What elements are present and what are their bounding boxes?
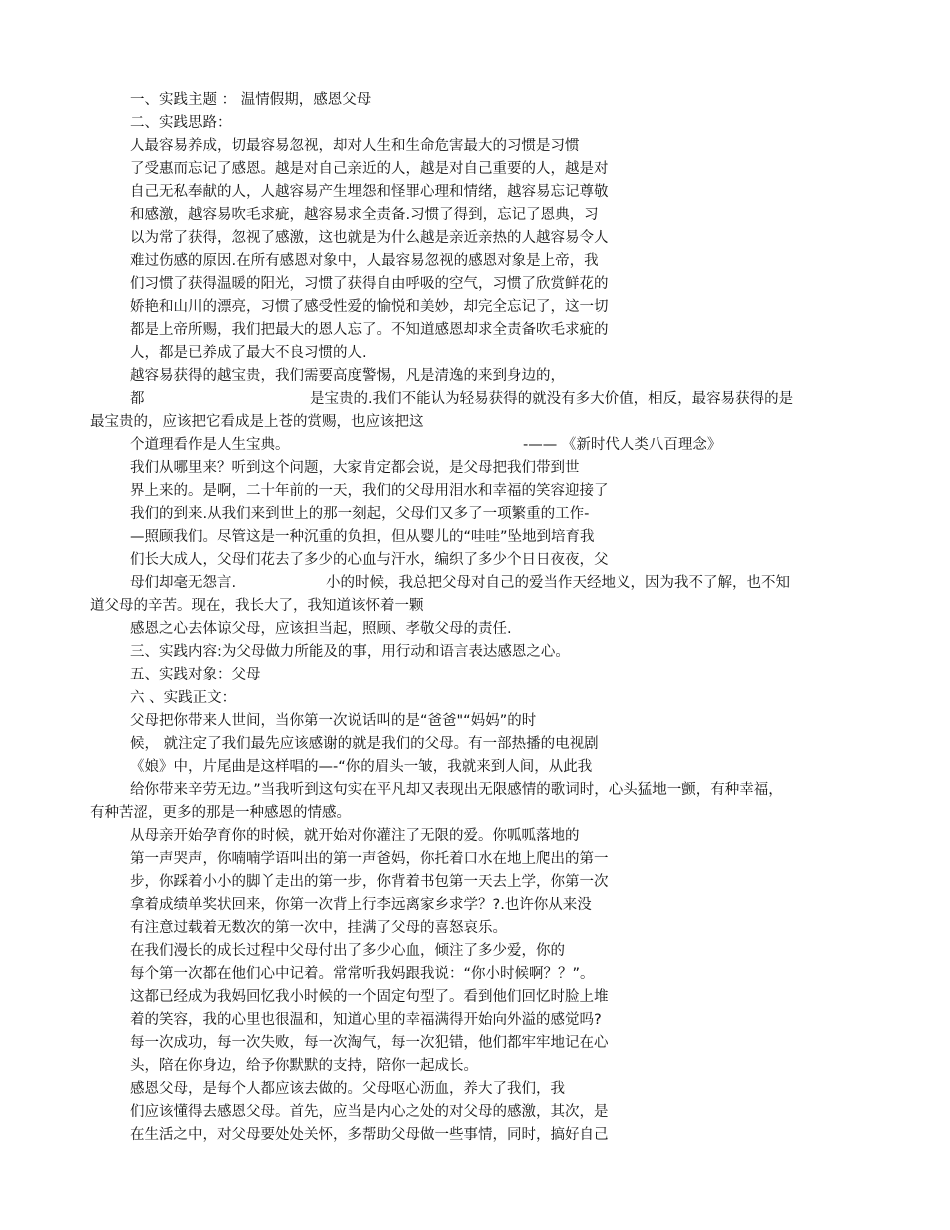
text-line: 母们却毫无怨言. [130, 575, 237, 591]
text-line: 了受惠而忘记了感恩。越是对自己亲近的人，越是对自己重要的人，越是对 [130, 161, 609, 177]
text-line: 步，你踩着小小的脚丫走出的第一步，你背着书包第一天去上学，你第一次 [130, 874, 609, 890]
text-line: 给你带来辛劳无边。”当我听到这句实在平凡却又表现出无限感情的歌词时，心头猛地一颤，有种幸福， [130, 782, 783, 798]
text-line: 在生活之中，对父母要处处关怀，多帮助父母做一些事情，同时，搞好自己 [130, 1127, 609, 1143]
text-line: 越容易获得的越宝贵，我们需要高度警惕，凡是清逸的来到身边的， [130, 368, 565, 384]
text-line: 都是上帝所赐，我们把最大的恩人忘了。不知道感恩却求全责备吹毛求疵的 [130, 322, 609, 338]
text-line: 在我们漫长的成长过程中父母付出了多少心血，倾注了多少爱，你的 [130, 943, 565, 959]
text-line: 们应该懂得去感恩父母。首先，应当是内心之处的对父母的感激，其次，是 [130, 1104, 609, 1120]
text-line: 这都已经成为我妈回忆我小时候的一个固定句型了。看到他们回忆时脸上堆 [130, 989, 609, 1005]
text-line: 难过伤感的原因.在所有感恩对象中，人最容易忽视的感恩对象是上帝，我 [130, 253, 599, 269]
text-line: 界上来的。是啊，二十年前的一天，我们的父母用泪水和幸福的笑容迎接了 [130, 483, 609, 499]
heading-practice-approach: 二、实践思路： [130, 115, 232, 131]
text-line: 娇艳和山川的漂亮，习惯了感受性爱的愉悦和美妙，却完全忘记了，这一切 [130, 299, 609, 315]
text-line: 有种苦涩，更多的那是一种感恩的情感。 [90, 805, 351, 821]
text-line: 每个第一次都在他们心中记着。常常听我妈跟我说：“你小时候啊？？”。 [130, 966, 595, 982]
text-line: 《娘》中，片尾曲是这样唱的—-“你的眉头一皱，我就来到人间，从此我 [130, 759, 593, 775]
text-line: 感恩之心去体谅父母，应该担当起，照顾、孝敬父母的责任. [130, 621, 512, 637]
text-line: 都 [130, 391, 145, 407]
text-line: 我们的到来.从我们来到世上的那一刻起，父母们又多了一项繁重的工作- [130, 506, 590, 522]
heading-practice-theme: 一、实践主题 ： 温情假期，感恩父母 [130, 92, 372, 108]
heading-practice-body: 六 、实践正文： [130, 690, 237, 706]
text-line: 从母亲开始孕育你的时候，就开始对你灌注了无限的爱。你呱呱落地的 [130, 828, 580, 844]
text-line: 人，都是已养成了最大不良习惯的人. [130, 345, 367, 361]
text-line: 和感激，越容易吹毛求疵，越容易求全责备.习惯了得到，忘记了恩典，习 [130, 207, 599, 223]
heading-practice-content: 三、实践内容:为父母做力所能及的事，用行动和语言表达感恩之心。 [130, 644, 570, 660]
text-line: 们习惯了获得温暖的阳光，习惯了获得自由呼吸的空气，习惯了欣赏鲜花的 [130, 276, 609, 292]
text-line: 每一次成功，每一次失败，每一次淘气，每一次犯错，他们都牢牢地记在心 [130, 1035, 609, 1051]
text-line: 人最容易养成，切最容易忽视，却对人生和生命危害最大的习惯是习惯 [130, 138, 580, 154]
text-line: 最宝贵的，应该把它看成是上苍的赏赐，也应该把这 [90, 414, 424, 430]
text-line: 以为常了获得，忽视了感激，这也就是为什么越是亲近亲热的人越容易令人 [130, 230, 609, 246]
text-line: 道父母的辛苦。现在，我长大了，我知道该怀着一颗 [90, 598, 424, 614]
text-line: 着的笑容，我的心里也很温和，知道心里的幸福满得开始向外溢的感觉吗? [130, 1012, 602, 1028]
text-line: —照顾我们。尽管这是一种沉重的负担，但从婴儿的“哇哇”坠地到培育我 [130, 529, 595, 545]
text-line: 是宝贵的.我们不能认为轻易获得的就没有多大价值，相反，最容易获得的是 [310, 391, 794, 407]
text-line: 们长大成人，父母们花去了多少的心血与汗水，编织了多少个日日夜夜，父 [130, 552, 609, 568]
text-line: 候， 就注定了我们最先应该感谢的就是我们的父母。有一部热播的电视剧 [130, 736, 599, 752]
text-line: 第一声哭声，你喃喃学语叫出的第一声爸妈，你托着口水在地上爬出的第一 [130, 851, 609, 867]
text-line: 有注意过载着无数次的第一次中，挂满了父母的喜怒哀乐。 [130, 920, 507, 936]
heading-practice-target: 五、实践对象：父母 [130, 667, 261, 683]
text-line: 父母把你带来人世间，当你第一次说话叫的是“爸爸"“妈妈”的时 [130, 713, 537, 729]
text-line: 感恩父母，是每个人都应该去做的。父母呕心沥血，养大了我们，我 [130, 1081, 565, 1097]
text-line: 头，陪在你身边，给予你默默的支持，陪你一起成长。 [130, 1058, 478, 1074]
quote-source: -—— 《新时代人类八百理念》 [523, 437, 722, 453]
text-line: 我们从哪里来？听到这个问题，大家肯定都会说，是父母把我们带到世 [130, 460, 580, 476]
text-line: 个道理看作是人生宝典。 [130, 437, 290, 453]
text-line: 小的时候，我总把父母对自己的爱当作天经地义，因为我不了解，也不知 [326, 575, 790, 591]
text-line: 拿着成绩单奖状回来，你第一次背上行李远离家乡求学？?.也许你从来没 [130, 897, 592, 913]
text-line: 自己无私奉献的人，人越容易产生埋怨和怪罪心理和情绪，越容易忘记尊敬 [130, 184, 609, 200]
